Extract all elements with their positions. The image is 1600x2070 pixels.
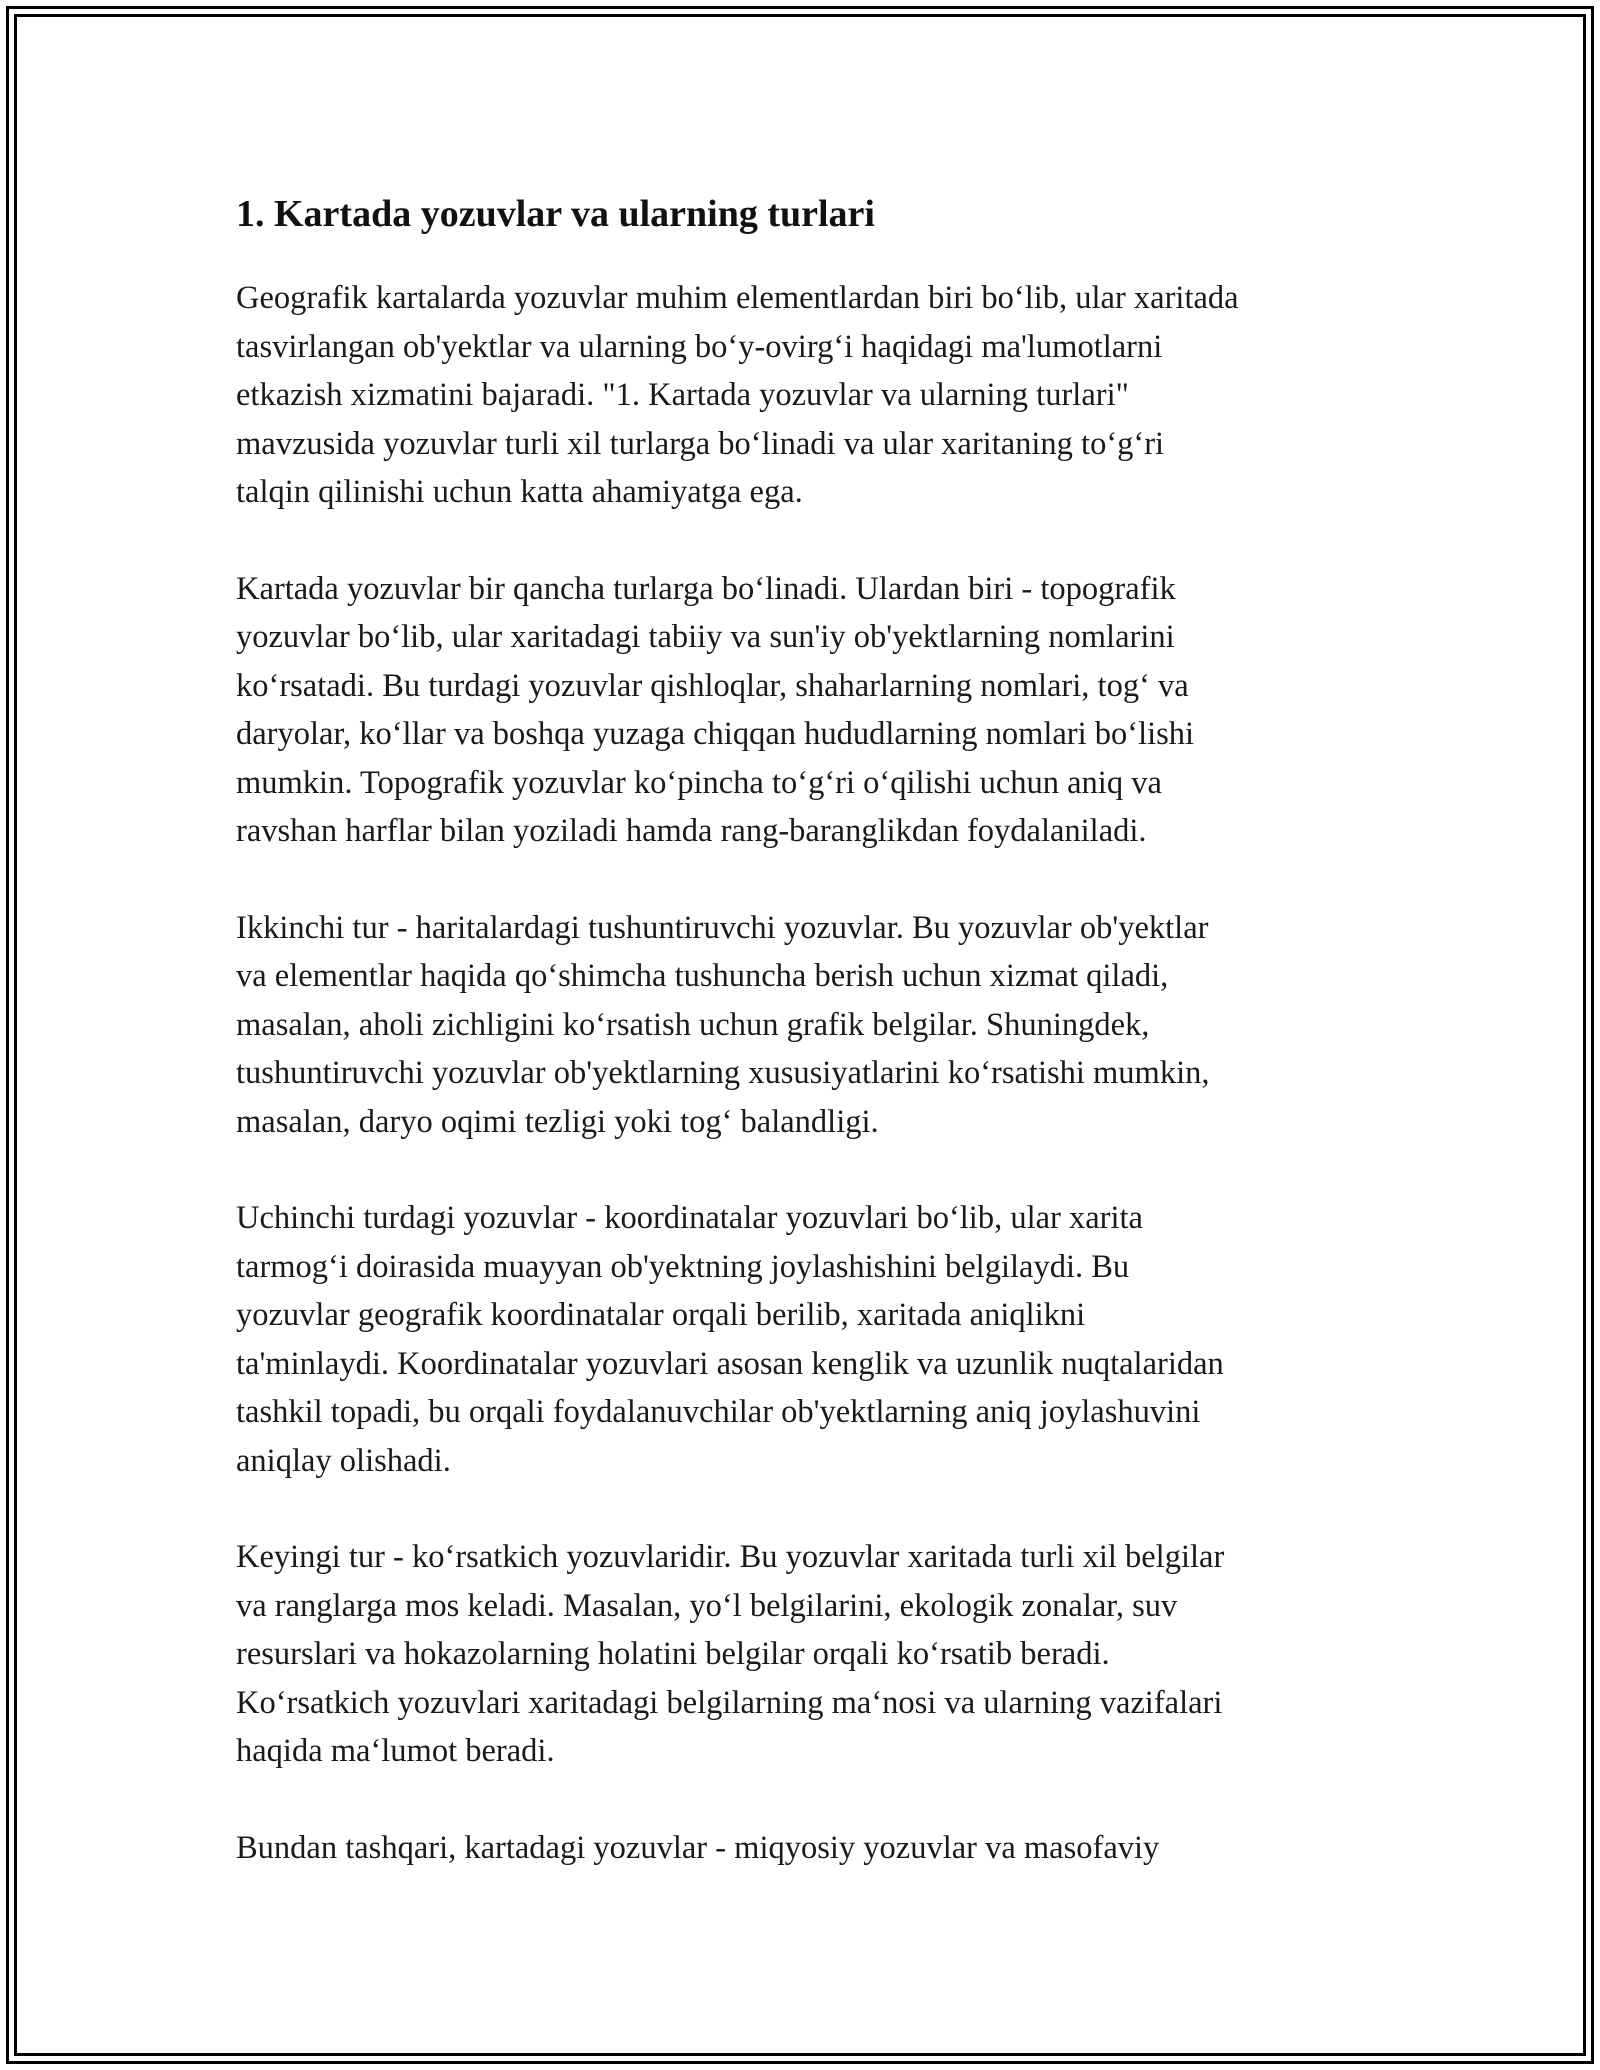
text-line: tarmogʻi doirasida muayyan ob'yektning joylashishini belgilaydi. Bu — [236, 1248, 1130, 1285]
text-line: mavzusida yozuvlar turli xil turlarga boʻlinadi va ular xaritaning toʻgʻri — [236, 425, 1165, 462]
paragraph-indicator — [236, 1533, 1371, 1776]
paragraph-coordinates — [236, 1194, 1371, 1485]
text-line: haqida maʻlumot beradi. — [236, 1733, 555, 1769]
text-line: yozuvlar geografik koordinatalar orqali berilib, xaritada aniqlikni — [236, 1297, 1086, 1333]
text-line: Uchinchi turdagi yozuvlar - koordinatalar yozuvlari boʻlib, ular xarita — [236, 1200, 1143, 1236]
text-line: koʻrsatadi. Bu turdagi yozuvlar qishloqlar, shaharlarning nomlari, togʻ va — [236, 667, 1189, 704]
text-line: va elementlar haqida qoʻshimcha tushuncha berish uchun xizmat qiladi, — [236, 958, 1169, 994]
text-line: Keyingi tur - koʻrsatkich yozuvlaridir. Bu yozuvlar xaritada turli xil belgilar — [236, 1539, 1225, 1575]
text-line: ravshan harflar bilan yoziladi hamda rang-baranglikdan foydalaniladi. — [236, 813, 1147, 849]
paragraph-scale — [236, 1824, 1371, 1873]
paragraph-topographic — [236, 565, 1371, 856]
text-line: tashkil topadi, bu orqali foydalanuvchilar ob'yektlarning aniq joylashuvini — [236, 1394, 1201, 1430]
text-line: Kartada yozuvlar bir qancha turlarga boʻlinadi. Ulardan biri - topografik — [236, 570, 1176, 607]
section-heading: 1. Kartada yozuvlar va ularning turlari — [236, 193, 875, 235]
text-line: masalan, daryo oqimi tezligi yoki togʻ balandligi. — [236, 1103, 879, 1140]
paragraph-intro — [236, 274, 1371, 517]
text-line: resurslari va hokazolarning holatini belgilar orqali koʻrsatib beradi. — [236, 1636, 1110, 1672]
text-line: yozuvlar boʻlib, ular xaritadagi tabiiy va sun'iy ob'yektlarning nomlarini — [236, 619, 1175, 655]
text-line: Bundan tashqari, kartadagi yozuvlar - miqyosiy yozuvlar va masofaviy — [236, 1829, 1160, 1866]
text-line: mumkin. Topografik yozuvlar koʻpincha toʻgʻri oʻqilishi uchun aniq va — [236, 764, 1162, 801]
text-line: talqin qilinishi uchun katta ahamiyatga ega. — [236, 474, 803, 510]
text-line: ta'minlaydi. Koordinatalar yozuvlari asosan kenglik va uzunlik nuqtalaridan — [236, 1345, 1224, 1382]
text-line: aniqlay olishadi. — [236, 1442, 451, 1479]
text-line: va ranglarga mos keladi. Masalan, yoʻl belgilarini, ekologik zonalar, suv — [236, 1587, 1178, 1624]
text-line: masalan, aholi zichligini koʻrsatish uchun grafik belgilar. Shuningdek, — [236, 1006, 1150, 1043]
text-line: etkazish xizmatini bajaradi. "1. Kartada yozuvlar va ularning turlari" — [236, 377, 1129, 413]
text-line: Koʻrsatkich yozuvlari xaritadagi belgilarning maʻnosi va ularning vazifalari — [236, 1684, 1223, 1721]
document-body — [236, 186, 1371, 1920]
text-line: tasvirlangan ob'yektlar va ularning boʻy-ovirgʻi haqidagi ma'lumotlarni — [236, 328, 1163, 365]
text-line: Geografik kartalarda yozuvlar muhim elementlardan biri boʻlib, ular xaritada — [236, 280, 1239, 316]
paragraph-explanatory — [236, 904, 1371, 1147]
text-line: tushuntiruvchi yozuvlar ob'yektlarning xususiyatlarini koʻrsatishi mumkin, — [236, 1055, 1210, 1091]
text-line: Ikkinchi tur - haritalardagi tushuntiruvchi yozuvlar. Bu yozuvlar ob'yektlar — [236, 909, 1209, 946]
text-line: daryolar, koʻllar va boshqa yuzaga chiqqan hududlarning nomlari boʻlishi — [236, 716, 1195, 752]
